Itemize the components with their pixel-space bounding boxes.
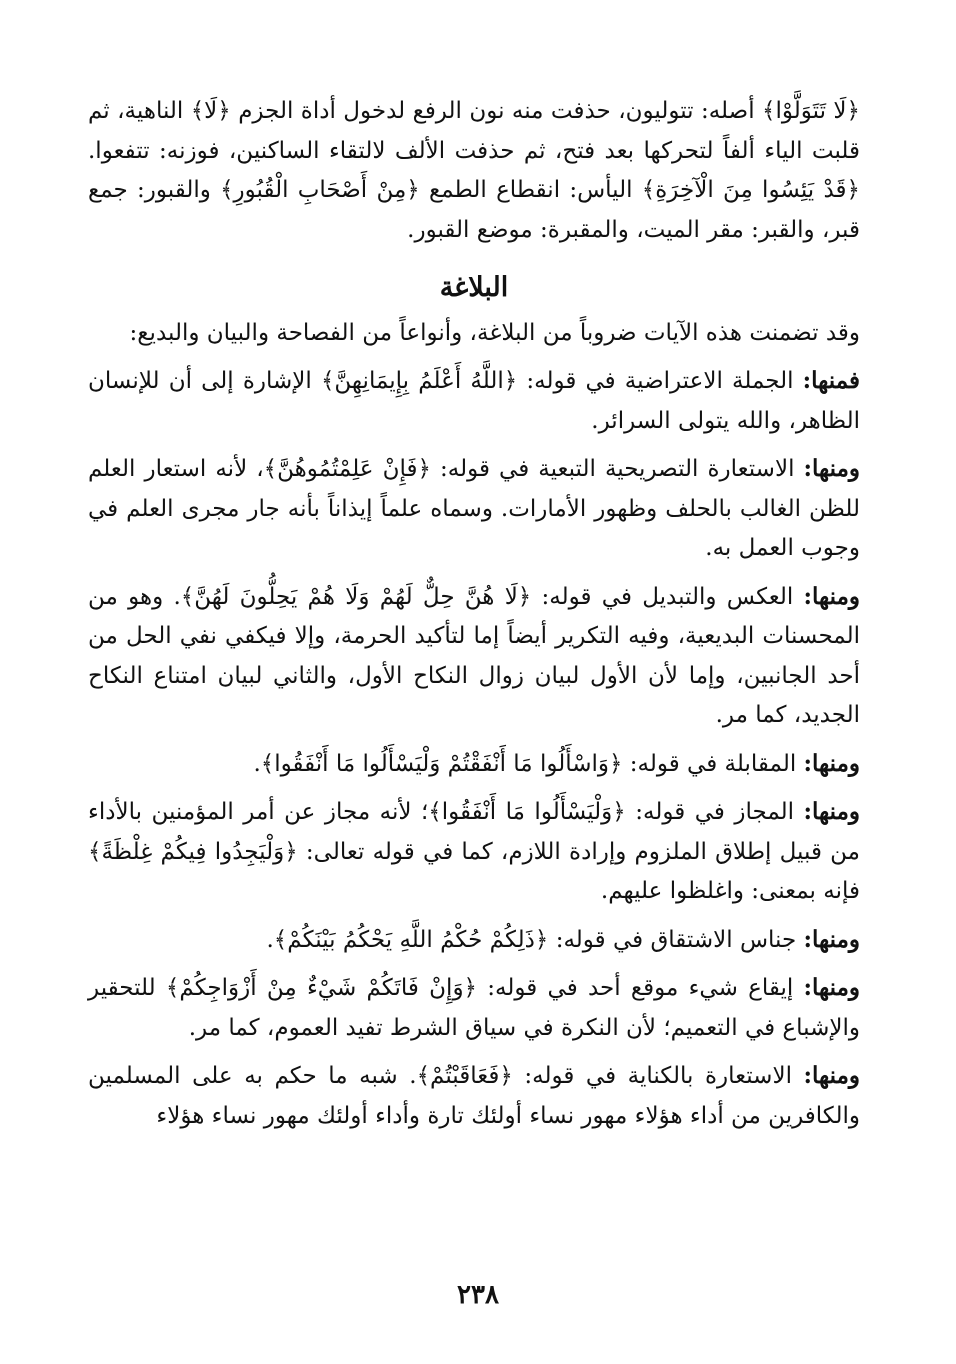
intro-paragraph: وقد تضمنت هذه الآيات ضروباً من البلاغة، وأنواعاً من الفصاحة والبيان والبديع: xyxy=(129,319,860,346)
rhetoric-item xyxy=(88,792,860,912)
item-text: إيقاع شيء موقع أحد في قوله: ﴿وَإِنْ فَاتَكُمْ شَيْءٌ مِنْ أَزْوَاجِكُمْ﴾ للتحقير والإشباع في التعميم؛ لأن النكرة في سياق الشرط تفيد العموم، كما مر. xyxy=(88,975,860,1041)
item-lead: ومنها: xyxy=(803,798,861,825)
rhetoric-item xyxy=(88,1056,860,1136)
item-lead: ومنها: xyxy=(803,749,860,777)
item-text: العكس والتبديل في قوله: ﴿لَا هُنَّ حِلٌّ لَهُمْ وَلَا هُمْ يَحِلُّونَ لَهُنَّ﴾. وهو من المحسنات البديعية، وفيه التكرير أيضاً إما لتأكيد الحرمة، وإلا فيكفي نفي الحل من أحد الجانبين، وإما لأن الأول لبيان زوال النكاح الأول، والثاني لبيان امتناع النكاح الجديد، كما مر. xyxy=(88,583,860,728)
item-text: المقابلة في قوله: ﴿وَاسْأَلُوا مَا أَنْفَقْتُمْ وَلْيَسْأَلُوا مَا أَنْفَقُوا﴾. xyxy=(253,750,797,777)
item-lead: ومنها: xyxy=(803,582,860,610)
rhetoric-item xyxy=(88,920,860,961)
item-text: المجاز في قوله: ﴿وَلْيَسْأَلُوا مَا أَنْفَقُوا﴾؛ لأنه مجاز عن أمر المؤمنين بالأداء من قبيل إطلاق الملزوم وإرادة اللازم، كما في قوله تعالى: ﴿وَلْيَجِدُوا فِيكُمْ غِلْظَةً﴾ فإنه بمعنى: واغلظوا عليهم. xyxy=(88,799,860,904)
item-lead: ومنها: xyxy=(803,1062,860,1089)
rhetoric-item xyxy=(88,744,860,785)
item-lead: فمنها: xyxy=(802,367,860,394)
item-lead: ومنها: xyxy=(803,925,860,953)
item-text: الاستعارة التصريحية التبعية في قوله: ﴿فَإِنْ عَلِمْتُمُوهُنَّ﴾، لأنه استعار العلم للظن الغالب بالحلف وظهور الأمارات. وسماه علماً إيذاناً بأنه جار مجرى العلم في وجوب العمل به. xyxy=(88,456,860,561)
item-text: جناس الاشتقاق في قوله: ﴿ذَلِكُمْ حُكْمُ اللَّهِ يَحْكُمُ بَيْنَكُمْ﴾. xyxy=(266,926,797,953)
rhetoric-item xyxy=(88,361,860,441)
item-text: الاستعارة بالكناية في قوله: ﴿فَعَاقَبْتُمْ﴾. شبه ما حكم به على المسلمين والكافرين من أداء هؤلاء مهور نساء أولئك تارة وأداء أولئك مهور نساء هؤلاء xyxy=(88,1063,860,1129)
vocabulary-paragraph: ﴿لَا تَتَوَلَّوْا﴾ أصله: تتوليون، حذفت منه نون الرفع لدخول أداة الجزم ﴿لَا﴾ الناهية، ثم قلبت الياء ألفاً لتحركها بعد فتح، ثم حذفت الألف لالتقاء الساكنين، فوزنه: تتفعوا. ﴿قَدْ يَئِسُوا مِنَ الْآخِرَةِ﴾ اليأس: انقطاع الطمع ﴿مِنْ أَصْحَابِ الْقُبُورِ﴾ والقبور: جمع قبر، والقبر: مقر الميت، والمقبرة: موضع القبور. xyxy=(88,98,860,243)
section-heading: البلاغة xyxy=(439,272,509,303)
rhetoric-item xyxy=(88,449,860,569)
rhetoric-item xyxy=(88,968,860,1048)
item-text: الجملة الاعتراضية في قوله: ﴿اللَّهُ أَعْلَمُ بِإِيمَانِهِنَّ﴾ الإشارة إلى أن للإنسان الظاهر، والله يتولى السرائر. xyxy=(88,368,860,434)
item-lead: ومنها: xyxy=(803,974,860,1001)
rhetoric-item xyxy=(88,577,860,736)
page-number: ٢٣٨ xyxy=(457,1280,499,1310)
item-lead: ومنها: xyxy=(803,455,860,482)
page-body xyxy=(88,92,860,1144)
